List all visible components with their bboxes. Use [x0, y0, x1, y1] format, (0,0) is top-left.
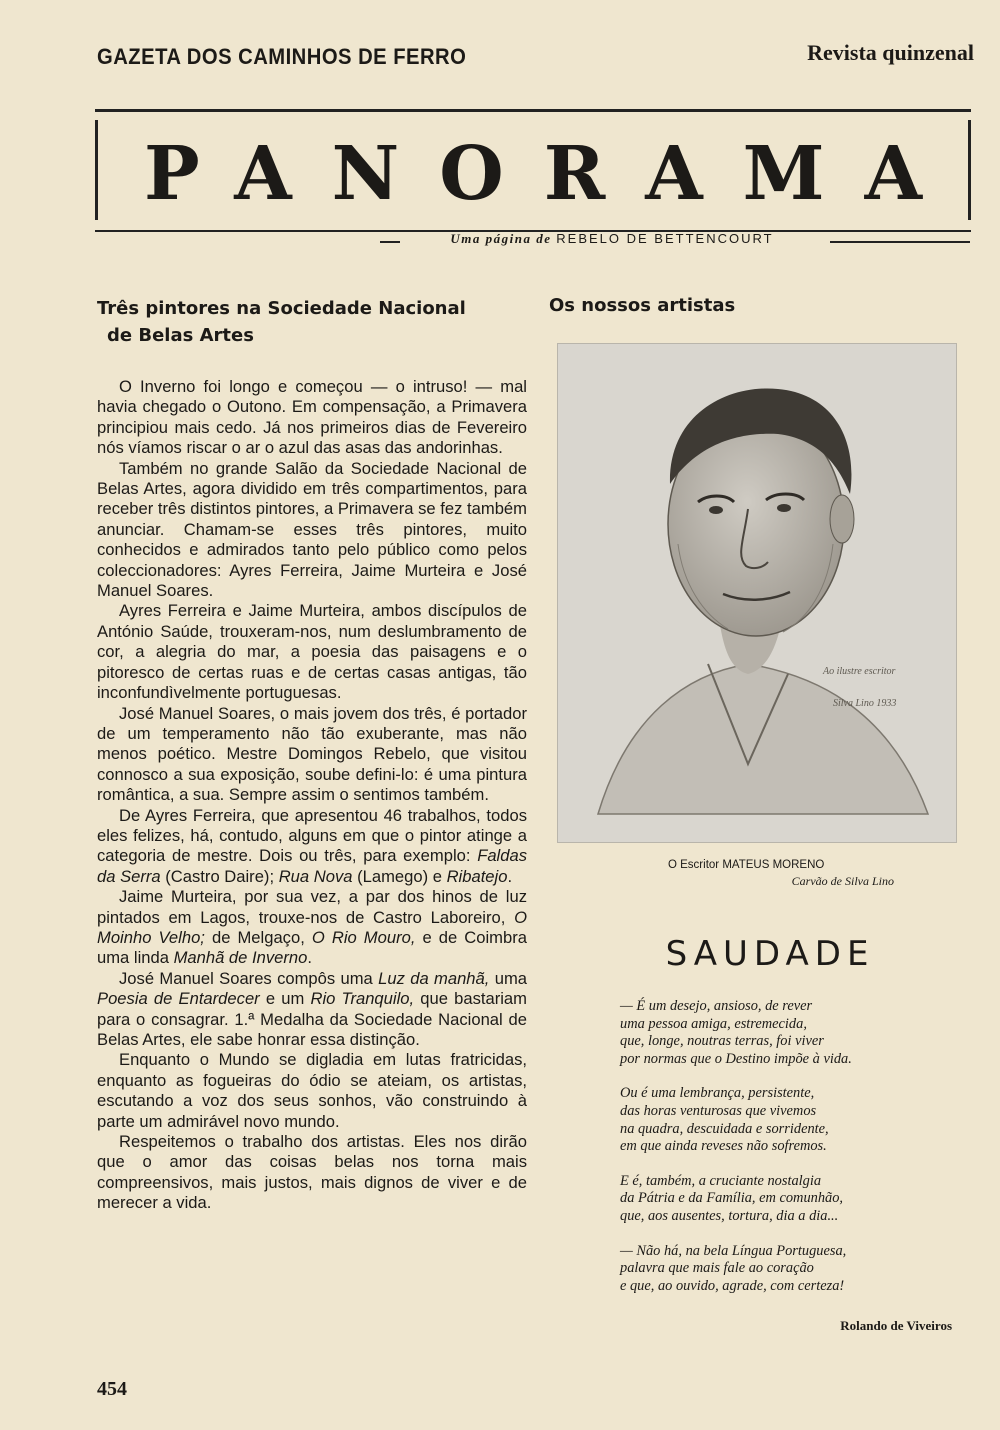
- portrait-caption: [668, 857, 928, 889]
- banner-title: PANORAMA: [143, 131, 963, 217]
- text-run: (Lamego) e: [352, 866, 447, 886]
- article-paragraph: O Inverno foi longo e começou — o intruso! — mal havia chegado o Outono. Em compensação, a Primavera principiou mais cedo. Já nos primeiros dias de Fevereiro nós víamos riscar o ar o azul das asas das andorinhas.: [97, 377, 527, 458]
- page-number: 454: [97, 1378, 127, 1400]
- article-title: [97, 295, 527, 349]
- poem-line: E é, também, a cruciante nostalgia: [620, 1172, 822, 1189]
- poem-body: [620, 998, 960, 1312]
- article-paragraph: Enquanto o Mundo se digladia em lutas fratricidas, enquanto as fogueiras do ódio se ateiam, os artistas, escutando a voz dos seus sonhos, vão construindo à parte um admirável novo mundo.: [97, 1050, 527, 1131]
- poem-line: da Pátria e da Família, em comunhão,: [620, 1190, 844, 1207]
- text-run: uma: [489, 968, 528, 988]
- artwork-title: Rua Nova: [278, 866, 353, 886]
- artwork-title: Manhã de Inverno: [173, 948, 308, 968]
- article-paragraph: José Manuel Soares, o mais jovem dos três, é portador de um temperamento não tão exuberante, mas não menos poético. Mestre Domingos Rebelo, que visitou connosco a sua exposição, soube defini-lo: é uma pintura romântica, a sua. Sempre assim o sentimos também.: [97, 703, 527, 805]
- byline-rule-right: [830, 241, 970, 243]
- artwork-title: Poesia de Entardecer: [97, 989, 260, 1009]
- poem-line: na quadra, descuidada e sorridente,: [620, 1120, 829, 1137]
- artwork-title: O Moinho Velho;: [97, 907, 527, 947]
- poem-line: palavra que mais fale ao coração: [620, 1260, 814, 1277]
- byline-author: REBELO DE BETTENCOURT: [556, 231, 774, 246]
- poem-title: SAUDADE: [665, 934, 875, 974]
- artwork-title: O Rio Mouro,: [311, 927, 416, 947]
- panorama-banner: [95, 109, 971, 232]
- byline: [394, 231, 830, 247]
- artwork-title: Ribatejo: [446, 866, 508, 886]
- article-title-line1: Três pintores na Sociedade Nacional: [97, 298, 466, 319]
- text-run: José Manuel Soares compôs uma: [119, 968, 379, 988]
- artists-column: [549, 292, 969, 319]
- poem-stanza: [620, 1085, 960, 1155]
- poem-line: Ou é uma lembrança, persistente,: [620, 1085, 815, 1102]
- article-title-line2: de Belas Artes: [107, 325, 254, 346]
- poem-stanza: [620, 1173, 960, 1226]
- article-column: [97, 295, 527, 1214]
- article-paragraph: Também no grande Salão da Sociedade Nacional de Belas Artes, agora dividido em três compartimentos, para receber três distintos pintores, a Primavera se fez também anunciar. Chamam-se esses três pintores, muito conhecidos e admirados tanto pelo público como pelos coleccionadores: Ayres Ferreira, Jaime Murteira e José Manuel Soares.: [97, 458, 527, 601]
- poem-line: que, aos ausentes, tortura, dia a dia...: [620, 1207, 839, 1224]
- artwork-title: Rio Tranquilo,: [310, 989, 415, 1009]
- text-run: (Castro Daire);: [160, 866, 279, 886]
- byline-prefix: Uma página de: [450, 231, 552, 246]
- text-run: .: [507, 866, 513, 886]
- article-paragraph: [97, 887, 527, 969]
- artists-section-title: Os nossos artistas: [549, 295, 736, 316]
- text-run: .: [307, 948, 312, 968]
- text-run: e de Coimbra uma linda: [97, 927, 527, 968]
- poem-line: das horas venturosas que vivemos: [620, 1102, 817, 1119]
- text-run: e um: [259, 989, 311, 1009]
- poem-stanza: [620, 1243, 960, 1296]
- caption-prefix: O Escritor: [668, 859, 720, 871]
- poem-line: — Não há, na bela Língua Portuguesa,: [620, 1242, 847, 1259]
- text-run: Jaime Murteira, por sua vez, a par dos hinos de luz pintados em Lagos, trouxe-nos de Castro Laboreiro,: [97, 887, 527, 927]
- text-run: que bastariam para o consagrar. 1.ª Medalha da Sociedade Nacional de Belas Artes, ele sabe honrar essa distinção.: [97, 989, 527, 1049]
- poem-line: uma pessoa amiga, estremecida,: [620, 1015, 807, 1032]
- poem-line: por normas que o Destino impõe à vida.: [620, 1050, 852, 1067]
- poem-stanza: [620, 998, 960, 1068]
- poem-line: que, longe, noutras terras, foi viver: [620, 1033, 824, 1050]
- text-run: de Melgaço,: [204, 927, 312, 947]
- poem-line: e que, ao ouvido, agrade, com certeza!: [620, 1277, 845, 1294]
- portrait-inscription: Ao ilustre escritor: [823, 666, 896, 677]
- poem-line: em que ainda reveses não sofremos.: [620, 1138, 827, 1155]
- byline-row: [380, 231, 970, 251]
- artwork-title: Faldas da Serra: [97, 846, 527, 886]
- article-body: [97, 377, 527, 1214]
- publication-frequency: Revista quinzenal: [807, 40, 974, 65]
- article-paragraph: [97, 969, 527, 1051]
- text-run: De Ayres Ferreira, que apresentou 46 trabalhos, todos eles felizes, há, contudo, alguns em que o pintor atinge a categoria de mestre. Dois ou três, para exemplo:: [97, 805, 527, 866]
- caption-name: MATEUS MORENO: [722, 859, 825, 871]
- poem-author: Rolando de Viveiros: [840, 1318, 952, 1333]
- caption-credit: Carvão de Silva Lino: [791, 874, 894, 888]
- portrait-signature: Silva Lino 1933: [833, 698, 897, 709]
- portrait-drawing: [557, 343, 957, 843]
- article-paragraph: Ayres Ferreira e Jaime Murteira, ambos discípulos de António Saúde, trouxeram-nos, num deslumbramento de cor, a alegria do mar, a poesia das paisagens e o pitoresco de certas ruas e de certas casas antigas, tão inconfundìvelmente portuguesas.: [97, 601, 527, 703]
- publication-title: GAZETA DOS CAMINHOS DE FERRO: [97, 44, 467, 69]
- portrait-sketch-image: [558, 344, 956, 842]
- poem-line: — É um desejo, ansioso, de rever: [620, 998, 813, 1014]
- article-paragraph: Respeitemos o trabalho dos artistas. Eles nos dirão que o amor das coisas belas nos torna mais compreensivos, mais justos, mais dignos de viver e de merecer a vida.: [97, 1132, 527, 1213]
- artwork-title: Luz da manhã,: [378, 968, 490, 988]
- article-paragraph: [97, 806, 527, 888]
